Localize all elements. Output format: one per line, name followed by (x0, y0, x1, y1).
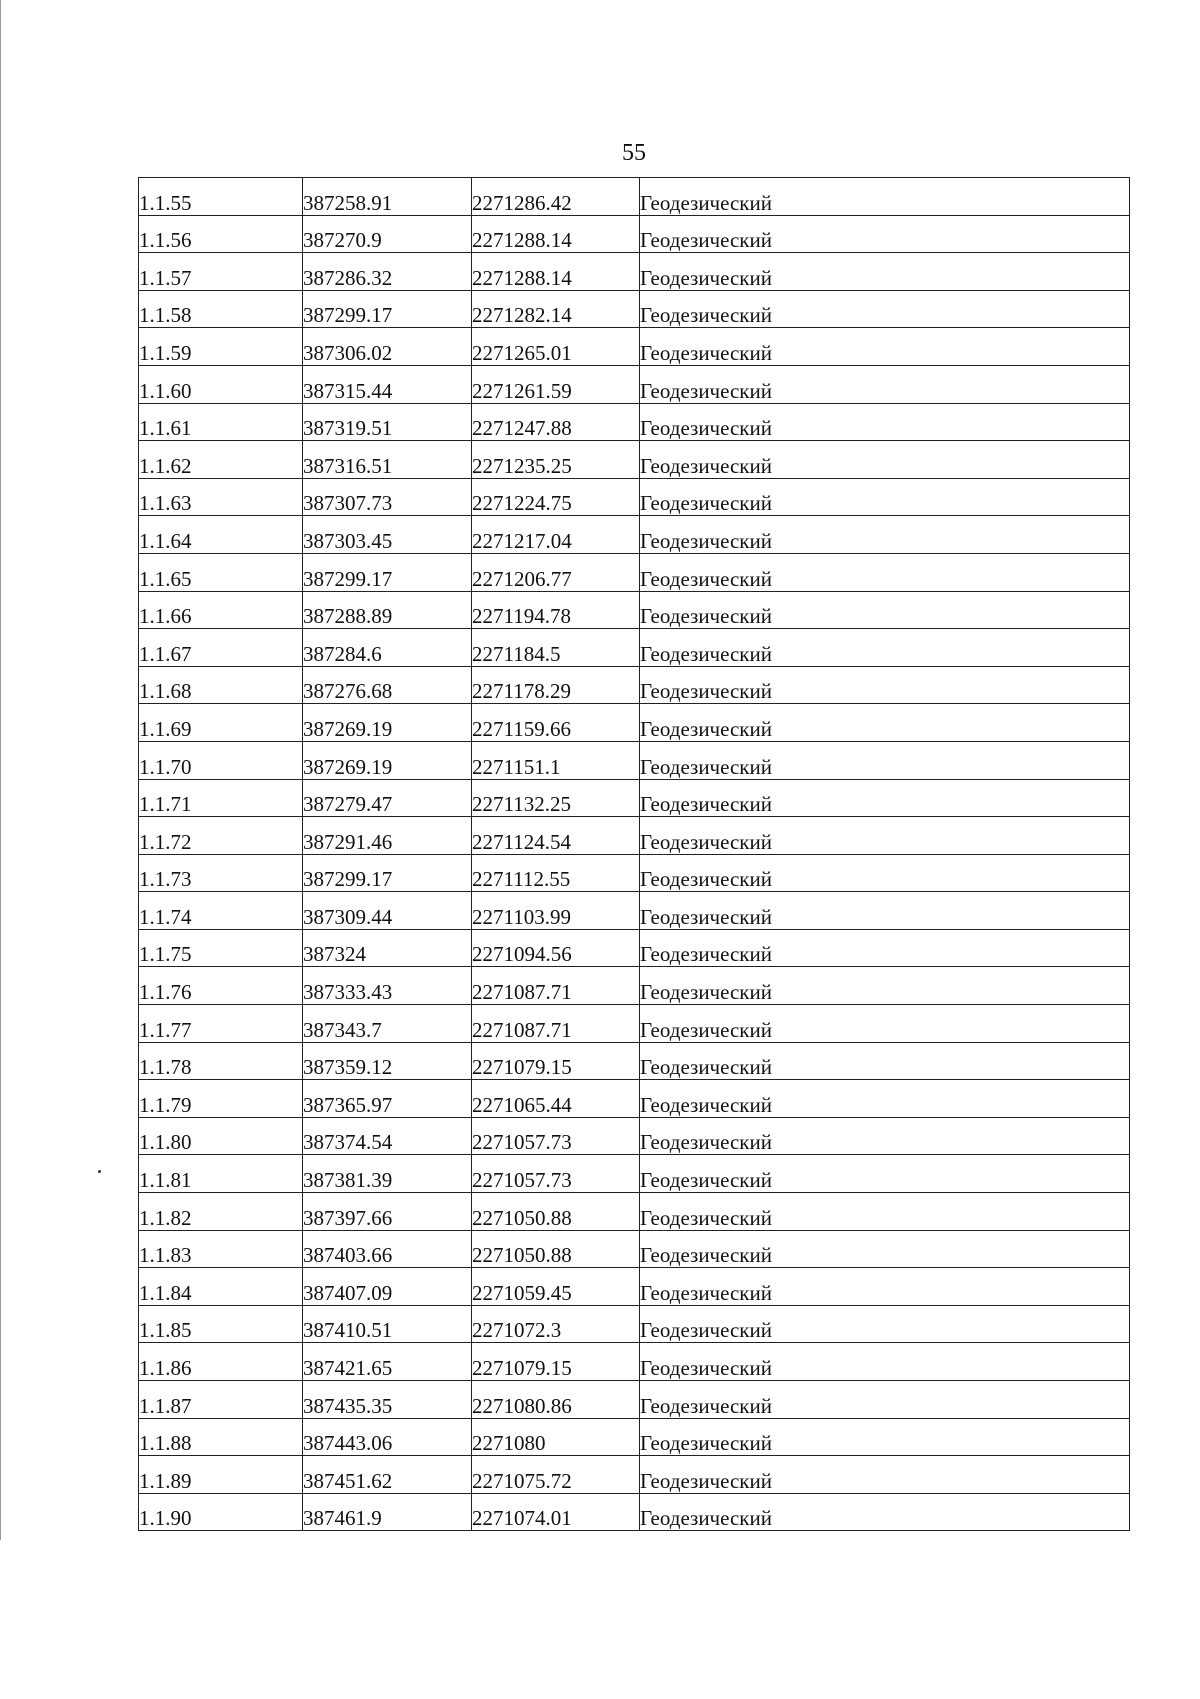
table-row (139, 629, 1130, 667)
point-number-cell: 1.1.72 (139, 817, 303, 855)
y-coordinate-cell: 2271087.71 (472, 1005, 640, 1043)
y-coordinate-cell: 2271065.44 (472, 1080, 640, 1118)
point-number-cell: 1.1.60 (139, 365, 303, 403)
table-row (139, 1268, 1130, 1306)
table-row (139, 1343, 1130, 1381)
x-coordinate-cell: 387284.6 (303, 629, 472, 667)
y-coordinate-cell: 2271261.59 (472, 365, 640, 403)
method-cell: Геодезический (640, 704, 1130, 742)
method-cell: Геодезический (640, 328, 1130, 366)
method-cell: Геодезический (640, 1493, 1130, 1531)
point-number-cell: 1.1.70 (139, 741, 303, 779)
point-number-cell: 1.1.81 (139, 1155, 303, 1193)
x-coordinate-cell: 387299.17 (303, 290, 472, 328)
table-row (139, 516, 1130, 554)
point-number-cell: 1.1.71 (139, 779, 303, 817)
x-coordinate-cell: 387407.09 (303, 1268, 472, 1306)
y-coordinate-cell: 2271075.72 (472, 1456, 640, 1494)
method-cell: Геодезический (640, 591, 1130, 629)
point-number-cell: 1.1.89 (139, 1456, 303, 1494)
table-row (139, 779, 1130, 817)
table-row (139, 253, 1130, 291)
x-coordinate-cell: 387258.91 (303, 178, 472, 216)
method-cell: Геодезический (640, 253, 1130, 291)
y-coordinate-cell: 2271247.88 (472, 403, 640, 441)
y-coordinate-cell: 2271288.14 (472, 253, 640, 291)
table-row (139, 478, 1130, 516)
y-coordinate-cell: 2271265.01 (472, 328, 640, 366)
point-number-cell: 1.1.82 (139, 1193, 303, 1231)
y-coordinate-cell: 2271288.14 (472, 215, 640, 253)
method-cell: Геодезический (640, 516, 1130, 554)
x-coordinate-cell: 387269.19 (303, 704, 472, 742)
table-row (139, 178, 1130, 216)
x-coordinate-cell: 387374.54 (303, 1117, 472, 1155)
method-cell: Геодезический (640, 403, 1130, 441)
point-number-cell: 1.1.77 (139, 1005, 303, 1043)
point-number-cell: 1.1.78 (139, 1042, 303, 1080)
y-coordinate-cell: 2271235.25 (472, 441, 640, 479)
y-coordinate-cell: 2271050.88 (472, 1193, 640, 1231)
y-coordinate-cell: 2271224.75 (472, 478, 640, 516)
y-coordinate-cell: 2271178.29 (472, 666, 640, 704)
y-coordinate-cell: 2271217.04 (472, 516, 640, 554)
table-row (139, 1005, 1130, 1043)
method-cell: Геодезический (640, 365, 1130, 403)
method-cell: Геодезический (640, 1305, 1130, 1343)
y-coordinate-cell: 2271072.3 (472, 1305, 640, 1343)
page-number: 55 (622, 140, 646, 166)
point-number-cell: 1.1.55 (139, 178, 303, 216)
point-number-cell: 1.1.68 (139, 666, 303, 704)
y-coordinate-cell: 2271282.14 (472, 290, 640, 328)
method-cell: Геодезический (640, 290, 1130, 328)
method-cell: Геодезический (640, 854, 1130, 892)
method-cell: Геодезический (640, 178, 1130, 216)
y-coordinate-cell: 2271159.66 (472, 704, 640, 742)
table-row (139, 892, 1130, 930)
x-coordinate-cell: 387381.39 (303, 1155, 472, 1193)
y-coordinate-cell: 2271074.01 (472, 1493, 640, 1531)
point-number-cell: 1.1.87 (139, 1381, 303, 1419)
x-coordinate-cell: 387333.43 (303, 967, 472, 1005)
y-coordinate-cell: 2271079.15 (472, 1042, 640, 1080)
x-coordinate-cell: 387269.19 (303, 741, 472, 779)
method-cell: Геодезический (640, 1080, 1130, 1118)
table-row (139, 553, 1130, 591)
y-coordinate-cell: 2271286.42 (472, 178, 640, 216)
method-cell: Геодезический (640, 666, 1130, 704)
x-coordinate-cell: 387359.12 (303, 1042, 472, 1080)
point-number-cell: 1.1.63 (139, 478, 303, 516)
table-row (139, 854, 1130, 892)
y-coordinate-cell: 2271057.73 (472, 1155, 640, 1193)
table-row (139, 1305, 1130, 1343)
method-cell: Геодезический (640, 779, 1130, 817)
x-coordinate-cell: 387309.44 (303, 892, 472, 930)
table-row (139, 328, 1130, 366)
x-coordinate-cell: 387365.97 (303, 1080, 472, 1118)
y-coordinate-cell: 2271184.5 (472, 629, 640, 667)
method-cell: Геодезический (640, 967, 1130, 1005)
method-cell: Геодезический (640, 1042, 1130, 1080)
x-coordinate-cell: 387306.02 (303, 328, 472, 366)
page-edge (0, 0, 1, 1540)
point-number-cell: 1.1.57 (139, 253, 303, 291)
y-coordinate-cell: 2271080 (472, 1418, 640, 1456)
x-coordinate-cell: 387276.68 (303, 666, 472, 704)
method-cell: Геодезический (640, 1193, 1130, 1231)
point-number-cell: 1.1.90 (139, 1493, 303, 1531)
x-coordinate-cell: 387279.47 (303, 779, 472, 817)
method-cell: Геодезический (640, 817, 1130, 855)
point-number-cell: 1.1.85 (139, 1305, 303, 1343)
x-coordinate-cell: 387316.51 (303, 441, 472, 479)
table-row (139, 1230, 1130, 1268)
method-cell: Геодезический (640, 1117, 1130, 1155)
table-row (139, 704, 1130, 742)
x-coordinate-cell: 387443.06 (303, 1418, 472, 1456)
y-coordinate-cell: 2271050.88 (472, 1230, 640, 1268)
method-cell: Геодезический (640, 1230, 1130, 1268)
y-coordinate-cell: 2271112.55 (472, 854, 640, 892)
method-cell: Геодезический (640, 929, 1130, 967)
x-coordinate-cell: 387421.65 (303, 1343, 472, 1381)
table-row (139, 1381, 1130, 1419)
y-coordinate-cell: 2271057.73 (472, 1117, 640, 1155)
y-coordinate-cell: 2271151.1 (472, 741, 640, 779)
table-row (139, 1418, 1130, 1456)
x-coordinate-cell: 387403.66 (303, 1230, 472, 1268)
point-number-cell: 1.1.84 (139, 1268, 303, 1306)
table-row (139, 441, 1130, 479)
table-row (139, 591, 1130, 629)
point-number-cell: 1.1.74 (139, 892, 303, 930)
x-coordinate-cell: 387435.35 (303, 1381, 472, 1419)
table-row (139, 1493, 1130, 1531)
y-coordinate-cell: 2271194.78 (472, 591, 640, 629)
method-cell: Геодезический (640, 892, 1130, 930)
x-coordinate-cell: 387307.73 (303, 478, 472, 516)
point-number-cell: 1.1.73 (139, 854, 303, 892)
point-number-cell: 1.1.61 (139, 403, 303, 441)
method-cell: Геодезический (640, 629, 1130, 667)
point-number-cell: 1.1.75 (139, 929, 303, 967)
y-coordinate-cell: 2271103.99 (472, 892, 640, 930)
x-coordinate-cell: 387286.32 (303, 253, 472, 291)
x-coordinate-cell: 387315.44 (303, 365, 472, 403)
table-row (139, 1155, 1130, 1193)
table-row (139, 1456, 1130, 1494)
y-coordinate-cell: 2271206.77 (472, 553, 640, 591)
point-number-cell: 1.1.62 (139, 441, 303, 479)
method-cell: Геодезический (640, 1005, 1130, 1043)
x-coordinate-cell: 387324 (303, 929, 472, 967)
x-coordinate-cell: 387319.51 (303, 403, 472, 441)
method-cell: Геодезический (640, 553, 1130, 591)
method-cell: Геодезический (640, 1381, 1130, 1419)
method-cell: Геодезический (640, 1268, 1130, 1306)
table-row (139, 403, 1130, 441)
x-coordinate-cell: 387343.7 (303, 1005, 472, 1043)
x-coordinate-cell: 387451.62 (303, 1456, 472, 1494)
table-row (139, 1117, 1130, 1155)
y-coordinate-cell: 2271132.25 (472, 779, 640, 817)
table-row (139, 817, 1130, 855)
point-number-cell: 1.1.86 (139, 1343, 303, 1381)
coordinates-table-body (139, 178, 1130, 1531)
point-number-cell: 1.1.83 (139, 1230, 303, 1268)
x-coordinate-cell: 387461.9 (303, 1493, 472, 1531)
x-coordinate-cell: 387410.51 (303, 1305, 472, 1343)
x-coordinate-cell: 387397.66 (303, 1193, 472, 1231)
coordinates-table (138, 177, 1130, 1531)
method-cell: Геодезический (640, 741, 1130, 779)
y-coordinate-cell: 2271079.15 (472, 1343, 640, 1381)
method-cell: Геодезический (640, 1343, 1130, 1381)
method-cell: Геодезический (640, 215, 1130, 253)
x-coordinate-cell: 387288.89 (303, 591, 472, 629)
point-number-cell: 1.1.56 (139, 215, 303, 253)
method-cell: Геодезический (640, 1456, 1130, 1494)
table-row (139, 1042, 1130, 1080)
x-coordinate-cell: 387291.46 (303, 817, 472, 855)
point-number-cell: 1.1.59 (139, 328, 303, 366)
table-row (139, 1193, 1130, 1231)
point-number-cell: 1.1.80 (139, 1117, 303, 1155)
point-number-cell: 1.1.67 (139, 629, 303, 667)
table-row (139, 365, 1130, 403)
point-number-cell: 1.1.79 (139, 1080, 303, 1118)
x-coordinate-cell: 387270.9 (303, 215, 472, 253)
table-row (139, 666, 1130, 704)
point-number-cell: 1.1.69 (139, 704, 303, 742)
point-number-cell: 1.1.58 (139, 290, 303, 328)
table-row (139, 1080, 1130, 1118)
point-number-cell: 1.1.65 (139, 553, 303, 591)
y-coordinate-cell: 2271059.45 (472, 1268, 640, 1306)
method-cell: Геодезический (640, 1418, 1130, 1456)
y-coordinate-cell: 2271080.86 (472, 1381, 640, 1419)
table-row (139, 929, 1130, 967)
table-row (139, 215, 1130, 253)
x-coordinate-cell: 387303.45 (303, 516, 472, 554)
scan-speck (98, 1170, 101, 1173)
table-row (139, 290, 1130, 328)
y-coordinate-cell: 2271087.71 (472, 967, 640, 1005)
method-cell: Геодезический (640, 478, 1130, 516)
method-cell: Геодезический (640, 1155, 1130, 1193)
method-cell: Геодезический (640, 441, 1130, 479)
point-number-cell: 1.1.88 (139, 1418, 303, 1456)
x-coordinate-cell: 387299.17 (303, 854, 472, 892)
x-coordinate-cell: 387299.17 (303, 553, 472, 591)
point-number-cell: 1.1.64 (139, 516, 303, 554)
y-coordinate-cell: 2271124.54 (472, 817, 640, 855)
table-row (139, 967, 1130, 1005)
point-number-cell: 1.1.76 (139, 967, 303, 1005)
point-number-cell: 1.1.66 (139, 591, 303, 629)
y-coordinate-cell: 2271094.56 (472, 929, 640, 967)
table-row (139, 741, 1130, 779)
